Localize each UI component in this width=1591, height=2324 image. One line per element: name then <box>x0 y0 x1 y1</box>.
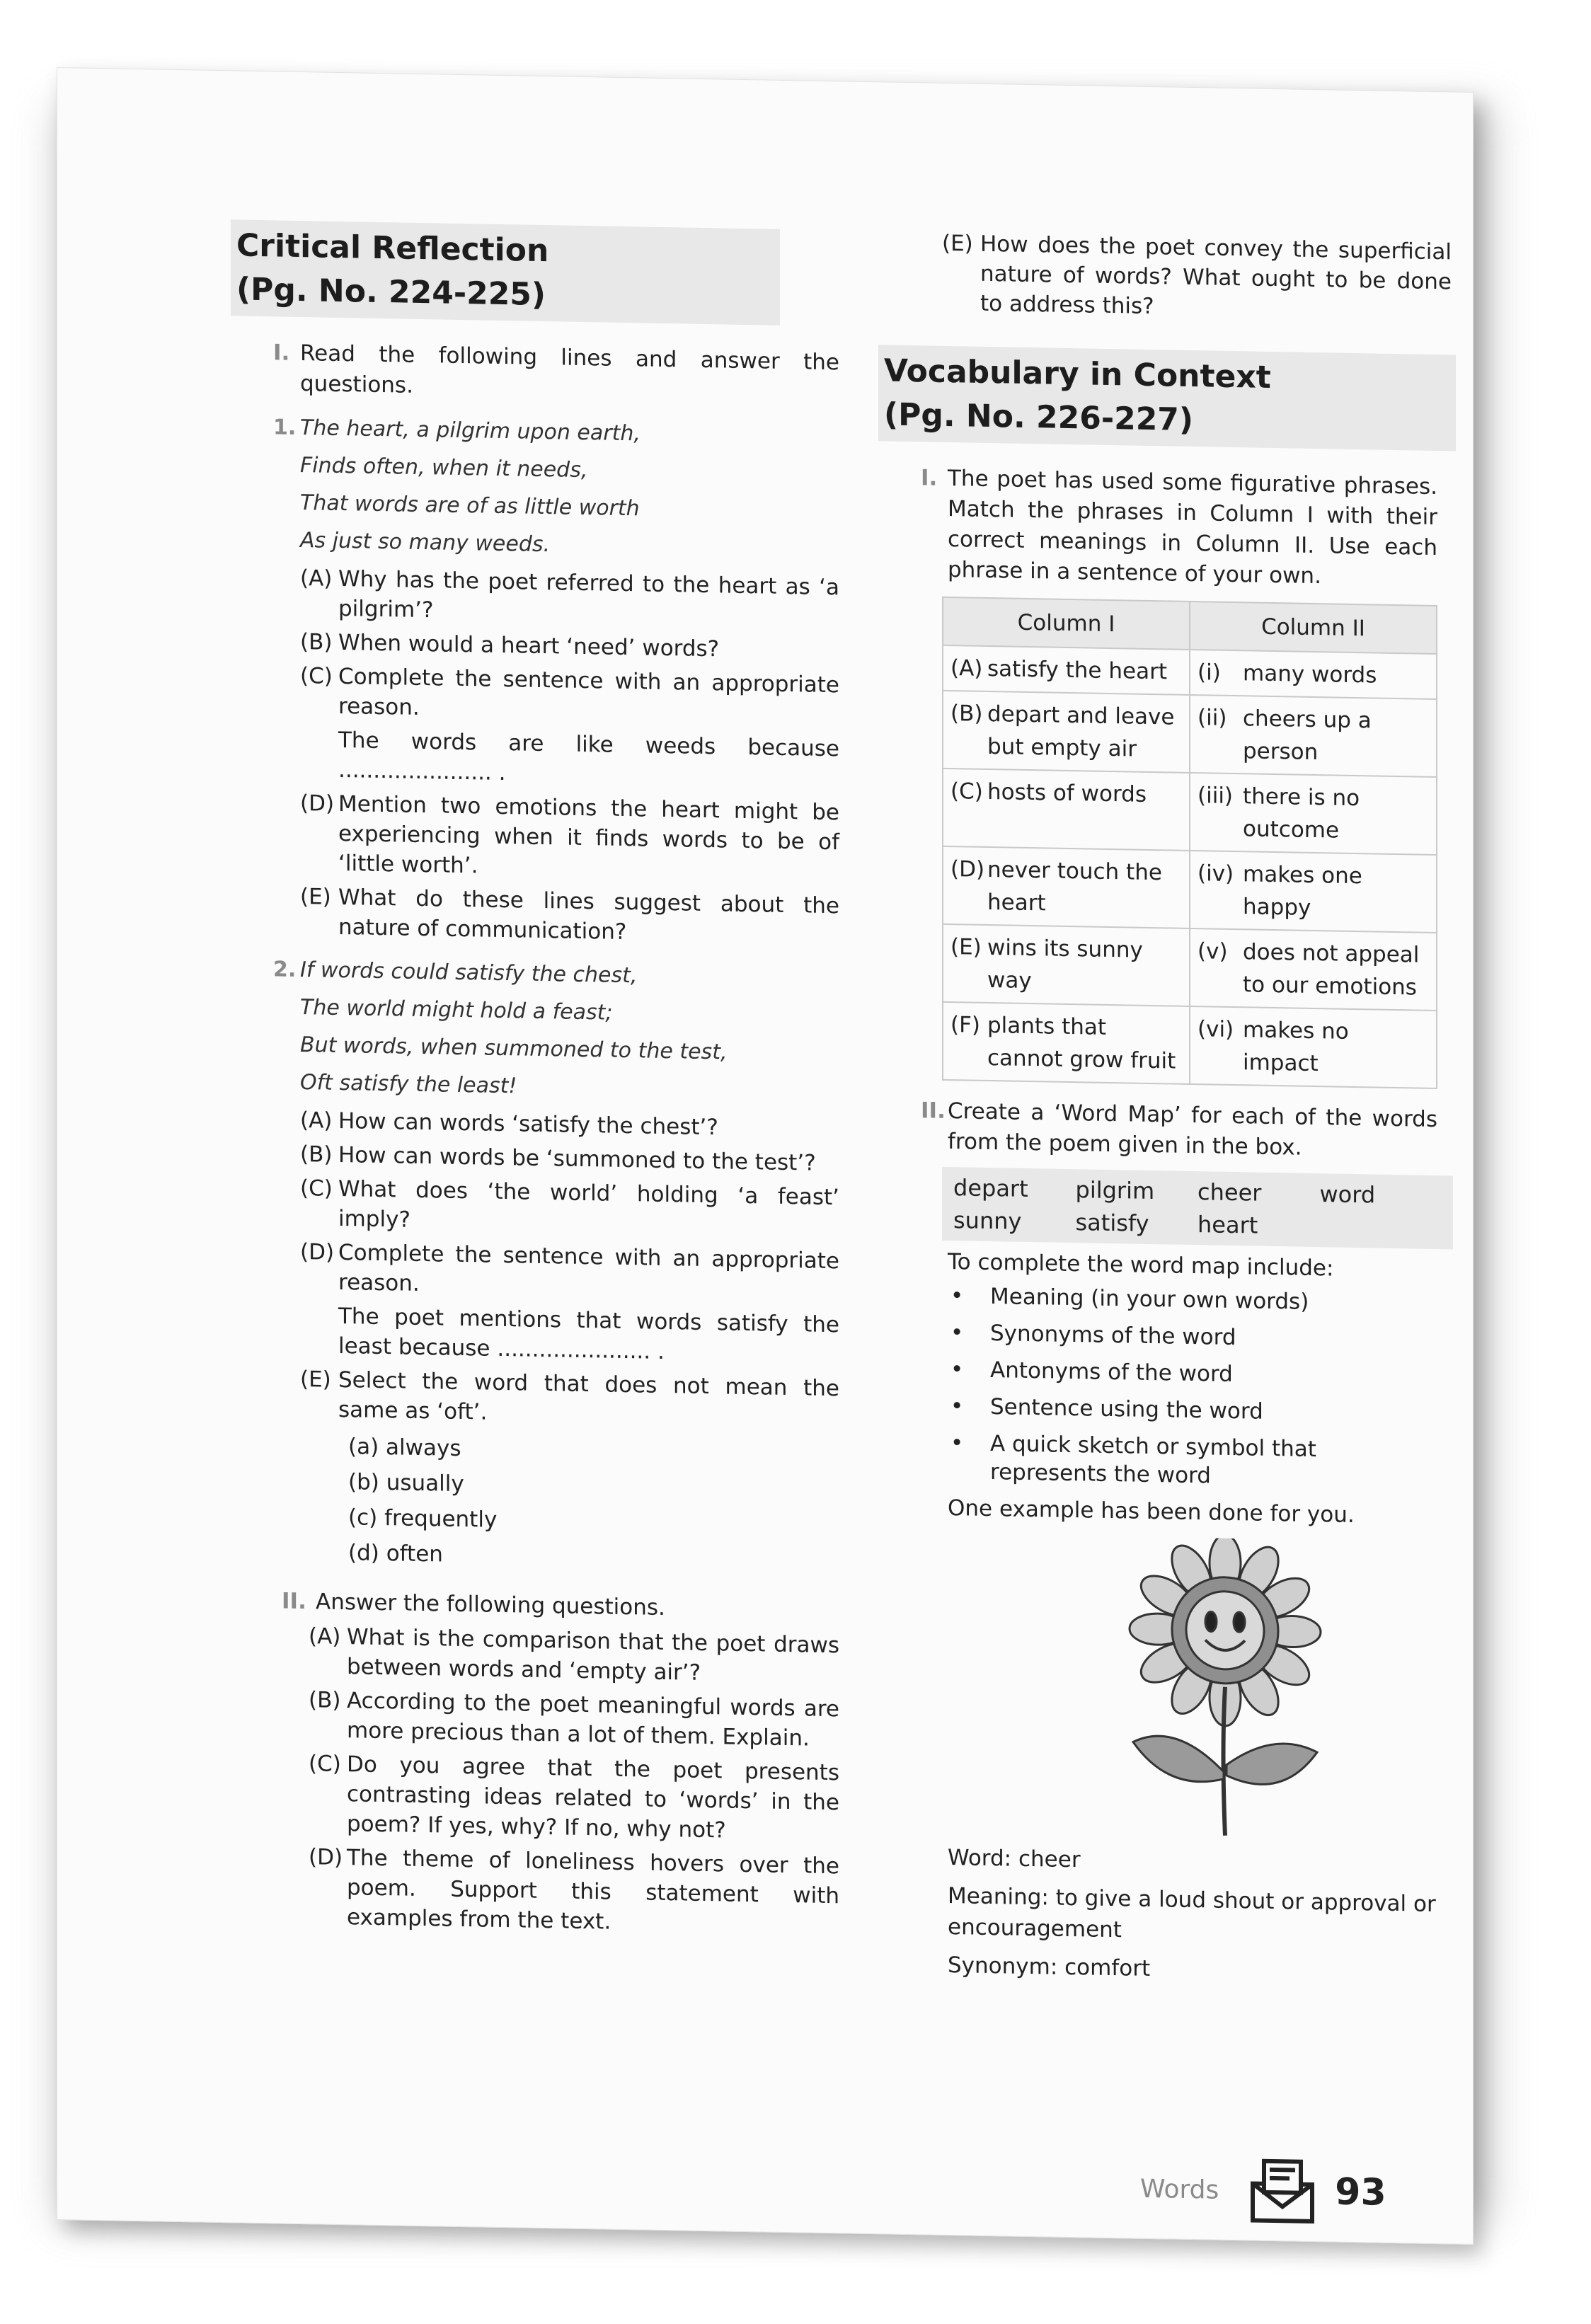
matching-table <box>942 597 1437 1089</box>
fill-in-sentence: The words are like weeds because ...................... . <box>338 727 839 786</box>
phrase: wins its sunny way <box>987 934 1143 994</box>
option: (d) often <box>348 1540 443 1567</box>
phrase: depart and leave but empty air <box>987 701 1175 762</box>
question <box>300 1364 839 1433</box>
table-cell <box>1190 1006 1437 1088</box>
example-word: Word: cheer <box>948 1844 1081 1873</box>
question <box>300 1173 839 1242</box>
meaning: there is no outcome <box>1243 783 1360 844</box>
bullet-text: A quick sketch or symbol that represents the word <box>990 1431 1316 1489</box>
instruction-text: Answer the following questions. <box>316 1589 665 1621</box>
section-number: I. <box>921 465 938 491</box>
example-synonym: Synonym: comfort <box>948 1952 1151 1981</box>
question <box>300 627 839 666</box>
heading-line-1: Vocabulary in Context <box>884 352 1271 396</box>
phrase: never touch the heart <box>987 856 1162 916</box>
box-word: cheer <box>1197 1178 1262 1207</box>
table-cell <box>943 1002 1190 1084</box>
bullet-icon: • <box>950 1430 964 1456</box>
option: (a) always <box>348 1434 461 1461</box>
table-cell <box>943 924 1190 1006</box>
question <box>300 661 839 730</box>
bullet-text: Antonyms of the word <box>990 1357 1233 1388</box>
question <box>309 1749 839 1847</box>
extract-2-questions <box>273 1105 839 1579</box>
instruction-text: Read the following lines and answer the questions. <box>300 340 839 398</box>
textbook-page <box>57 67 1474 2245</box>
box-word: depart <box>953 1174 1028 1202</box>
box-word: satisfy <box>1075 1209 1149 1237</box>
question-text: What is the comparison that the poet draws between words and ‘empty air’? <box>347 1624 839 1686</box>
option: (b) usually <box>348 1469 464 1497</box>
question <box>309 1621 839 1690</box>
question-label: (E) <box>300 1367 331 1393</box>
question <box>300 788 839 887</box>
poem-line: That words are of as little worth <box>300 490 640 522</box>
section-2-questions <box>282 1621 839 1941</box>
extract-1 <box>273 408 839 950</box>
vocab-section-2-instruction <box>921 1095 1437 1166</box>
question-label: (E) <box>300 884 331 910</box>
poem-text: The heart, a pilgrim upon earth, <box>300 415 641 447</box>
table-cell <box>943 769 1190 851</box>
box-word: pilgrim <box>1075 1176 1155 1205</box>
bullet-text: Synonyms of the word <box>990 1321 1236 1351</box>
chapter-name: Words <box>1140 2174 1219 2205</box>
bullet-text: Sentence using the word <box>990 1394 1263 1425</box>
question-label: (C) <box>300 1175 333 1202</box>
vocabulary-heading <box>878 345 1456 451</box>
meaning: makes one happy <box>1243 861 1362 921</box>
bullet-text: Meaning (in your own words) <box>990 1284 1309 1315</box>
poem-line: Finds often, when it needs, <box>300 453 588 483</box>
row-label: (A) <box>950 655 983 681</box>
word-map-instructions <box>948 1246 1437 1532</box>
table-cell <box>1190 650 1437 699</box>
table-cell <box>1190 851 1437 933</box>
question-text: Why has the poet referred to the heart as ‘a pilgrim’? <box>338 565 839 623</box>
question <box>300 1105 839 1144</box>
question-label: (B) <box>309 1687 341 1714</box>
question <box>300 882 839 950</box>
question-text: Complete the sentence with an appropriate reason. <box>338 663 839 720</box>
bullet-item <box>948 1388 1437 1433</box>
smiling-sunflower-icon <box>1126 1536 1338 1844</box>
meaning: many words <box>1243 660 1377 689</box>
word-box <box>942 1167 1453 1250</box>
poem-text: If words could satisfy the chest, <box>300 957 638 989</box>
critical-reflection-heading <box>231 219 780 326</box>
item-number: 2. <box>273 957 297 982</box>
table-row <box>943 924 1437 1011</box>
poem-line: The world might hold a feast; <box>300 995 613 1025</box>
bullet-icon: • <box>950 1283 964 1309</box>
section-2-instruction <box>282 1587 839 1627</box>
question-label: (C) <box>300 663 333 689</box>
item-number: 1. <box>273 415 297 440</box>
extract-1-questions <box>273 563 839 950</box>
question-label: (D) <box>309 1844 343 1871</box>
left-column <box>231 71 839 1945</box>
table-row <box>943 1002 1437 1088</box>
page-number: 93 <box>1335 2170 1386 2214</box>
poem-line: But words, when summoned to the test, <box>300 1032 728 1065</box>
sunflower-illustration <box>1126 1536 1338 1844</box>
question-text: What do these lines suggest about the nature of communication? <box>338 884 839 945</box>
row-label: (F) <box>950 1012 981 1038</box>
question-label: (A) <box>300 1108 333 1134</box>
meaning: cheers up a person <box>1243 706 1372 766</box>
question-text: What does ‘the world’ holding ‘a feast’ imply? <box>338 1175 839 1233</box>
right-column <box>822 81 1452 1990</box>
question <box>822 226 1452 327</box>
bullet-icon: • <box>950 1320 964 1346</box>
bullet-item <box>948 1429 1437 1494</box>
question-text: Select the word that does not mean the same as ‘oft’. <box>338 1367 839 1425</box>
extract-2 <box>273 950 839 1579</box>
question-text: How can words ‘satisfy the chest’? <box>338 1108 718 1141</box>
table-row <box>943 645 1437 699</box>
table-row <box>943 691 1437 777</box>
table-header-row <box>943 597 1437 654</box>
bullet-icon: • <box>950 1393 964 1420</box>
vocab-section-1-instruction <box>921 463 1437 594</box>
row-label: (iii) <box>1197 783 1234 810</box>
question-text: How does the poet convey the superficial nature of words? What ought to be done to address this? <box>980 231 1452 320</box>
page-footer <box>1140 2153 1386 2228</box>
question-label: (B) <box>300 629 333 655</box>
bullet-icon: • <box>950 1357 964 1383</box>
vocab-section-1 <box>822 461 1437 1989</box>
table-cell <box>943 846 1190 928</box>
question-text: Mention two emotions the heart might be experiencing when it finds words to be of ‘little worth’. <box>338 790 839 879</box>
instruction-text: Create a ‘Word Map’ for each of the words from the poem given in the box. <box>948 1098 1437 1161</box>
heading-line-2: (Pg. No. 226-227) <box>884 396 1194 439</box>
table-cell <box>1190 695 1437 777</box>
row-label: (iv) <box>1197 861 1234 887</box>
poem-line: As just so many weeds. <box>300 528 551 558</box>
section-number: I. <box>273 340 290 366</box>
question-text: The theme of loneliness hovers over the poem. Support this statement with examples from the text. <box>347 1845 839 1935</box>
row-label: (E) <box>950 934 982 960</box>
box-word: heart <box>1197 1211 1258 1239</box>
question-text: Do you agree that the poet presents contrasting ideas related to ‘words’ in the poem? If yes, why? If no, why not? <box>347 1751 839 1843</box>
example-text: One example has been done for you. <box>948 1495 1355 1529</box>
question <box>309 1842 839 1940</box>
question-text: How can words be ‘summoned to the test’? <box>338 1141 816 1176</box>
heading-line-2: (Pg. No. 224-225) <box>236 271 546 313</box>
section-1 <box>231 337 839 1579</box>
question-label: (D) <box>300 790 335 817</box>
box-word: sunny <box>953 1207 1022 1235</box>
phrase: satisfy the heart <box>987 655 1167 685</box>
question-label: (D) <box>300 1239 335 1265</box>
phrase: plants that cannot grow fruit <box>987 1012 1176 1074</box>
section-2 <box>231 1585 839 1940</box>
question-text: Complete the sentence with an appropriate reason. <box>338 1239 839 1296</box>
question <box>300 1237 839 1306</box>
heading-line-1: Critical Reflection <box>236 227 549 270</box>
table-cell <box>1190 928 1437 1011</box>
option: (c) frequently <box>348 1505 498 1533</box>
table-cell <box>943 645 1190 695</box>
row-label: (B) <box>950 701 983 727</box>
question-label: (B) <box>300 1141 333 1168</box>
row-label: (D) <box>950 856 985 882</box>
section-number: II. <box>282 1588 306 1615</box>
box-word: word <box>1319 1180 1376 1209</box>
question-label: (C) <box>309 1751 341 1778</box>
complete-text: To complete the word map include: <box>948 1248 1334 1282</box>
question <box>300 1139 839 1178</box>
question-text: When would a heart ‘need’ words? <box>338 629 720 662</box>
column-header: Column I <box>943 597 1190 650</box>
letter-envelope-icon <box>1247 2155 1318 2227</box>
example-meaning: Meaning: to give a loud shout or approval or encouragement <box>948 1882 1436 1943</box>
question-label: (E) <box>942 230 973 257</box>
table-row <box>943 769 1437 855</box>
question-label: (A) <box>309 1623 341 1650</box>
question-text: According to the poet meaningful words are more precious than a lot of them. Explain. <box>347 1688 839 1751</box>
table-cell <box>943 691 1190 773</box>
example-word-map <box>948 1842 1443 1989</box>
meaning: makes no impact <box>1243 1017 1349 1077</box>
question <box>309 1685 839 1754</box>
row-label: (i) <box>1197 660 1221 686</box>
table-cell <box>1190 773 1437 855</box>
row-label: (v) <box>1197 938 1228 965</box>
poem-line: Oft satisfy the least! <box>300 1070 517 1099</box>
meaning: does not appeal to our emotions <box>1243 939 1420 1001</box>
question <box>300 563 839 632</box>
row-label: (vi) <box>1197 1016 1234 1043</box>
question-label: (A) <box>300 565 333 592</box>
row-label: (C) <box>950 778 983 805</box>
instruction-text: The poet has used some figurative phrases. Match the phrases in Column I with their correct meanings in Column II. Use each phrase in a sentence of your own. <box>948 465 1437 589</box>
fill-in-sentence: The poet mentions that words satisfy the least because ...................... . <box>338 1303 839 1364</box>
row-label: (ii) <box>1197 705 1227 731</box>
column-header: Column II <box>1190 602 1437 654</box>
section-1-instruction <box>273 338 839 408</box>
table-row <box>943 846 1437 933</box>
phrase: hosts of words <box>987 778 1147 807</box>
section-number: II. <box>921 1098 946 1124</box>
